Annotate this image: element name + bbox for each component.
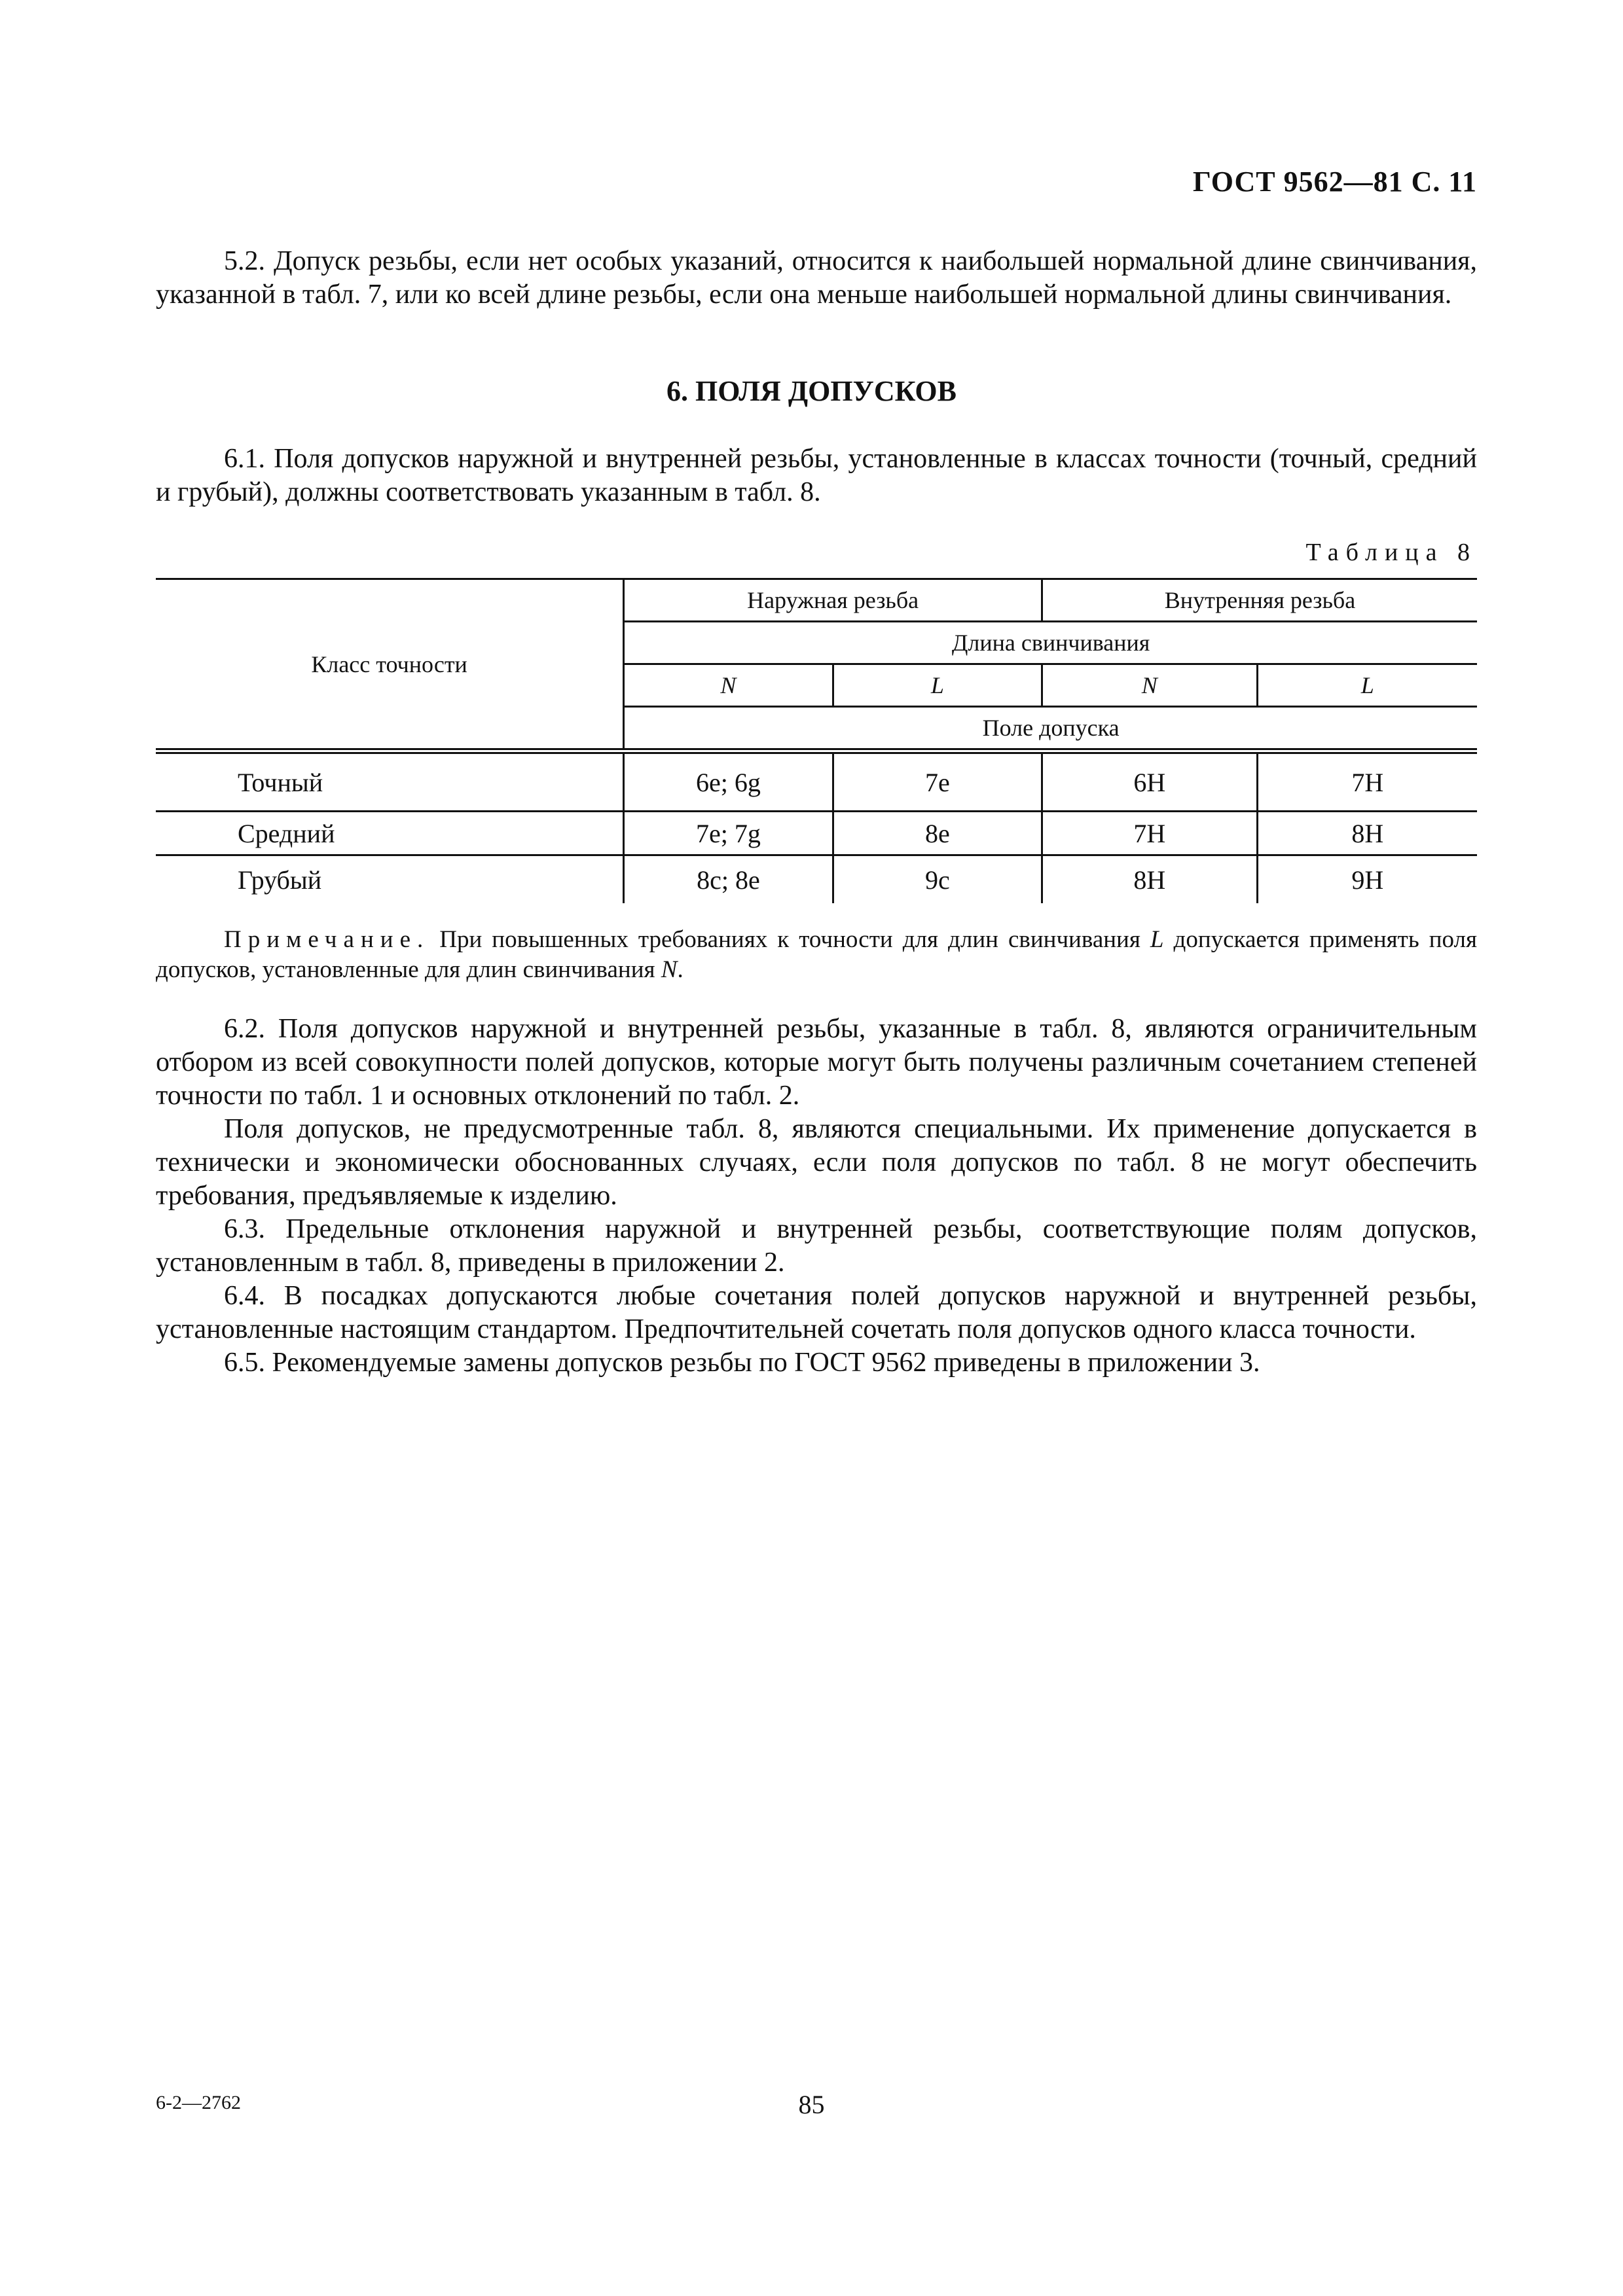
- cell-internal-n: 7H: [1042, 812, 1257, 855]
- note-text-b: допускается применять поля допусков, установленные для длин свинчивания: [156, 926, 1478, 983]
- cell-internal-n: 8H: [1042, 855, 1257, 904]
- paragraph-6-2: 6.2. Поля допусков наружной и внутренней резьбы, указанные в табл. 8, являются ограничительным отбором из всей совокупности полей допусков, которые могут быть получены различным сочетанием степеней точности по табл. 1 и основных отклонений по табл. 2.: [156, 1014, 1477, 1111]
- tolerance-table: [156, 578, 1477, 903]
- paragraph-6-1: [156, 442, 1477, 509]
- note-var-n: N: [661, 956, 678, 983]
- table-note: [156, 925, 1477, 985]
- page-header: ГОСТ 9562—81 С. 11: [1192, 166, 1477, 198]
- header-external: Наружная резьба: [624, 579, 1042, 622]
- cell-external-l: 9c: [833, 855, 1042, 904]
- table-8: [156, 578, 1477, 903]
- paragraphs-bottom: [156, 1013, 1477, 1380]
- note-text-a: При повышенных требованиях к точности для длин свинчивания: [429, 926, 1150, 953]
- table-row: [156, 855, 1477, 904]
- row-label-coarse: Грубый: [156, 855, 624, 904]
- cell-internal-l: 7H: [1257, 751, 1477, 812]
- section-title: 6. ПОЛЯ ДОПУСКОВ: [666, 375, 957, 407]
- cell-external-n: 8c; 8e: [624, 855, 833, 904]
- table-caption: Таблица 8: [1305, 539, 1477, 566]
- cell-external-l: 7e: [833, 751, 1042, 812]
- header-field: Поле допуска: [624, 707, 1477, 751]
- note-text-c: .: [677, 956, 684, 983]
- header-length: Длина свинчивания: [624, 622, 1477, 664]
- cell-external-l: 8e: [833, 812, 1042, 855]
- cell-internal-l: 8H: [1257, 812, 1477, 855]
- page-number: 85: [798, 2090, 825, 2119]
- table-row: [156, 812, 1477, 855]
- paragraph-6-4: 6.4. В посадках допускаются любые сочетания полей допусков наружной и внутренней резьбы, установленные настоящим стандартом. Предпочтительней сочетать поля допусков одного класса точности.: [156, 1281, 1477, 1344]
- row-label-fine: Точный: [156, 751, 624, 812]
- table-header-row-1: [156, 579, 1477, 622]
- paragraph-6-1-text: 6.1. Поля допусков наружной и внутренней резьбы, установленные в классах точности (точный, средний и грубый), должны соответствовать указанным в табл. 8.: [156, 444, 1477, 507]
- cell-internal-n: 6H: [1042, 751, 1257, 812]
- table-row: [156, 751, 1477, 812]
- header-class: Класс точности: [156, 579, 624, 751]
- paragraph-5-2-text: 5.2. Допуск резьбы, если нет особых указаний, относится к наибольшей нормальной длине свинчивания, указанной в табл. 7, или ко всей длине резьбы, если она меньше наибольшей нормальной длины свинчивания.: [156, 246, 1477, 310]
- footer-code: 6-2—2762: [156, 2092, 241, 2113]
- cell-external-n: 6e; 6g: [624, 751, 833, 812]
- header-n-external: N: [624, 664, 833, 707]
- cell-external-n: 7e; 7g: [624, 812, 833, 855]
- paragraph-6-3: 6.3. Предельные отклонения наружной и внутренней резьбы, соответствующие полям допусков, установленным в табл. 8, приведены в приложении 2.: [156, 1214, 1477, 1278]
- note-prefix: Примечание.: [224, 926, 430, 953]
- cell-internal-l: 9H: [1257, 855, 1477, 904]
- header-n-internal: N: [1042, 664, 1257, 707]
- note-var-l: L: [1150, 926, 1164, 953]
- paragraph-6-5: 6.5. Рекомендуемые замены допусков резьбы по ГОСТ 9562 приведены в приложении 3.: [224, 1348, 1260, 1378]
- header-l-internal: L: [1257, 664, 1477, 707]
- header-l-external: L: [833, 664, 1042, 707]
- paragraph-special: Поля допусков, не предусмотренные табл. 8, являются специальными. Их применение допускается в технически и экономически обоснованных случаях, если поля допусков по табл. 8 не могут обеспечить требования, предъявляемые к изделию.: [156, 1114, 1477, 1211]
- paragraph-5-2: [156, 245, 1477, 312]
- header-internal: Внутренняя резьба: [1042, 579, 1477, 622]
- row-label-medium: Средний: [156, 812, 624, 855]
